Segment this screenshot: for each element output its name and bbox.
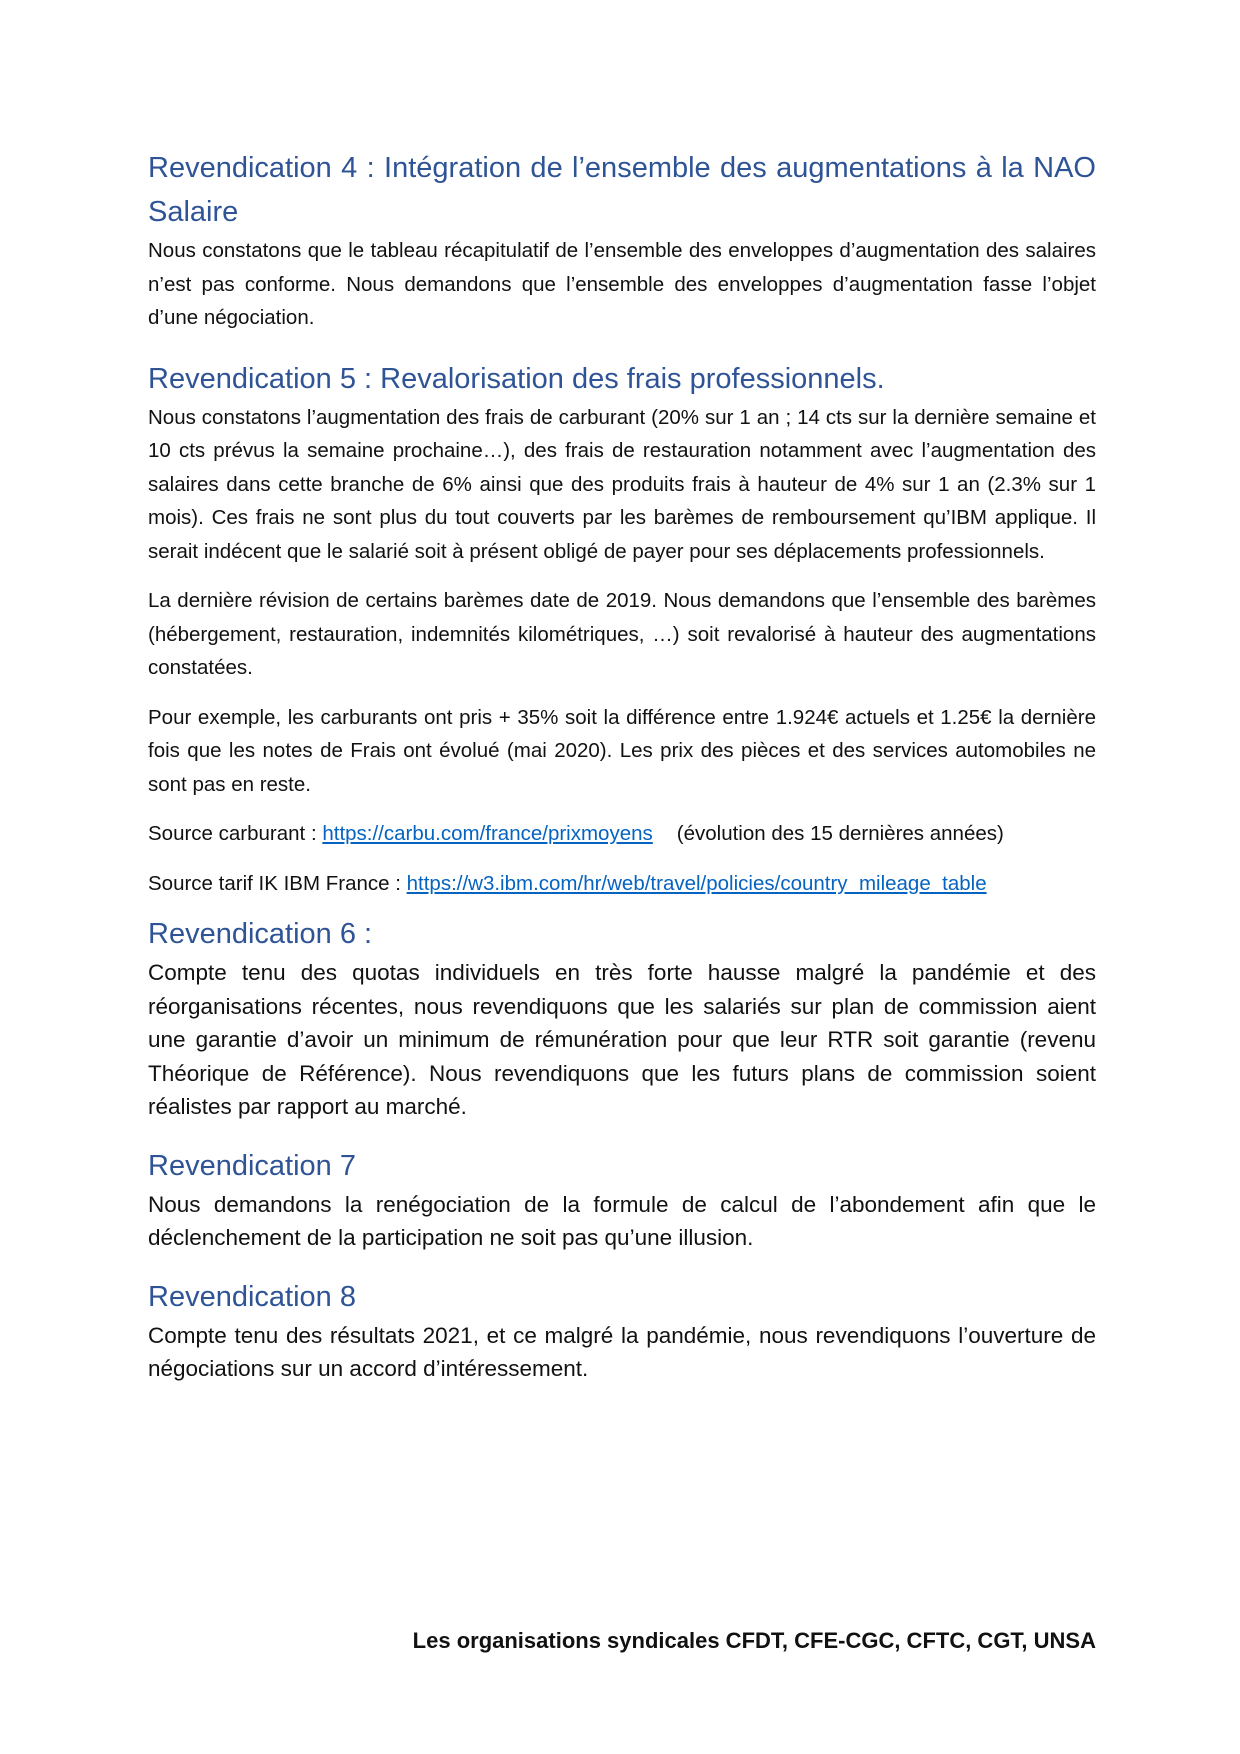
heading-revendication-7: Revendication 7 <box>148 1149 356 1182</box>
section-revendication-6 <box>148 912 1096 1124</box>
document-body <box>148 146 1096 1398</box>
revendication-4-text: Nous constatons que le tableau récapitulatif de l’ensemble des enveloppes d’augmentation des salaires n’est pas conforme. Nous demandons que l’ensemble des enveloppes d’augmentation fasse l’objet d’une négociation. <box>148 239 1096 329</box>
source-tarif-ik-label: Source tarif IK IBM France : <box>148 871 407 895</box>
heading-revendication-4: Revendication 4 : Intégration de l’ensemble des augmentations à la NAO Salaire <box>148 152 1096 228</box>
source-carburant-label: Source carburant : <box>148 822 323 845</box>
revendication-5-paragraph-3: Pour exemple, les carburants ont pris + 35% soit la différence entre 1.924€ actuels et 1.25€ la dernière fois que les notes de Frais ont évolué (mai 2020). Les prix des pièces et des services automobiles ne sont pas en reste. <box>148 705 1096 796</box>
heading-revendication-8: Revendication 8 <box>148 1280 356 1313</box>
signature: Les organisations syndicales CFDT, CFE-CGC, CFTC, CGT, UNSA <box>412 1628 1096 1653</box>
revendication-8-text: Compte tenu des résultats 2021, et ce malgré la pandémie, nous revendiquons l’ouverture de négociations sur un accord d’intéressement. <box>148 1322 1096 1381</box>
section-revendication-7 <box>148 1144 1096 1255</box>
source-carburant-note: (évolution des 15 dernières années) <box>676 822 1004 845</box>
source-tarif-ik <box>148 867 1096 901</box>
revendication-6-text: Compte tenu des quotas individuels en très forte hausse malgré la pandémie et des réorganisations récentes, nous revendiquons que les salariés sur plan de commission aient une garantie d’avoir un minimum de rémunération pour que leur RTR soit garantie (revenu Théorique de Référence). Nous revendiquons que les futurs plans de commission soient réalistes par rapport au marché. <box>148 960 1096 1119</box>
section-revendication-4 <box>148 146 1096 335</box>
source-tarif-ik-link[interactable]: https://w3.ibm.com/hr/web/travel/policies/country_mileage_table <box>406 871 987 895</box>
revendication-5-paragraph-2: La dernière révision de certains barèmes date de 2019. Nous demandons que l’ensemble des barèmes (hébergement, restauration, indemnités kilométriques, …) soit revalorisé à hauteur des augmentations constatées. <box>148 589 1096 679</box>
revendication-5-paragraph-1: Nous constatons l’augmentation des frais de carburant (20% sur 1 an ; 14 cts sur la dernière semaine et 10 cts prévus la semaine prochaine…), des frais de restauration notamment avec l’augmentation des salaires dans cette branche de 6% ainsi que des produits frais à hauteur de 4% sur 1 an (2.3% sur 1 mois). Ces frais ne sont plus du tout couverts par les barèmes de remboursement qu’IBM applique. Il serait indécent que le salarié soit à présent obligé de payer pour ses déplacements professionnels. <box>148 405 1096 563</box>
source-carburant-link[interactable]: https://carbu.com/france/prixmoyens <box>322 822 653 845</box>
section-revendication-8 <box>148 1275 1096 1386</box>
revendication-7-text: Nous demandons la renégociation de la formule de calcul de l’abondement afin que le déclenchement de la participation ne soit pas qu’une illusion. <box>148 1191 1096 1250</box>
section-revendication-5 <box>148 357 1096 901</box>
source-carburant <box>148 817 1096 851</box>
heading-revendication-6: Revendication 6 : <box>148 918 373 950</box>
heading-revendication-5: Revendication 5 : Revalorisation des frais professionnels. <box>148 362 885 395</box>
